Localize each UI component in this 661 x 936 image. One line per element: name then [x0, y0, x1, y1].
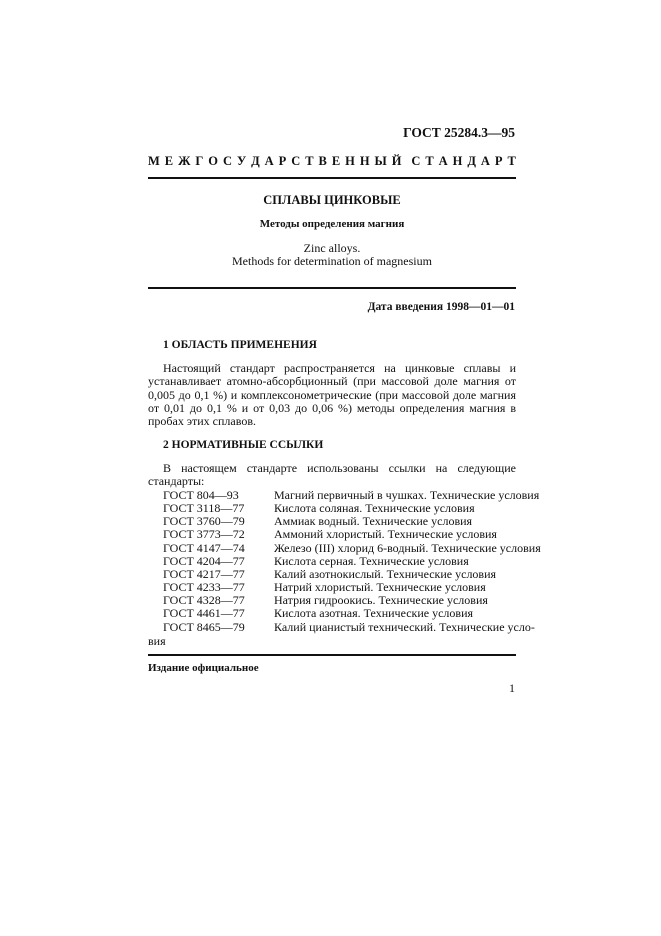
english-title-line: Zinc alloys.	[303, 241, 361, 255]
reference-item	[163, 607, 516, 620]
reference-title: Калий азотнокислый. Технические условия	[274, 566, 497, 581]
reference-code: ГОСТ 4233—77	[163, 580, 245, 595]
heading-letter: О	[208, 154, 219, 168]
standard-title: СПЛАВЫ ЦИНКОВЫЕ	[263, 193, 401, 207]
section-heading-scope: 1 ОБЛАСТЬ ПРИМЕНЕНИЯ	[163, 339, 317, 351]
heading-letter: Д	[251, 154, 260, 168]
heading-letter: Т	[305, 154, 314, 168]
reference-title: Натрия гидроокись. Технические условия	[274, 593, 488, 608]
heading-letter: Р	[278, 154, 287, 168]
reference-code: ГОСТ 4328—77	[163, 593, 245, 608]
reference-code: ГОСТ 4461—77	[163, 606, 245, 621]
heading-letter: Е	[164, 154, 174, 168]
reference-title: Кислота соляная. Технические условия	[274, 501, 475, 516]
scope-paragraph: Настоящий стандарт распространяется на цинковые сплавы и устанавливает атомно-абсорбционный (при массовой доле магния от 0,005 до 0,1 %) и комплексонометрические (при массовой доле магния от 0,01 до 0,1 % и от 0,03 до 0,06 %) методы определения магния в пробах этих сплавов.	[148, 361, 516, 429]
heading-letter: Т	[425, 154, 434, 168]
reference-title: Натрий хлористый. Технические условия	[274, 580, 486, 595]
reference-code: ГОСТ 3760—79	[163, 514, 245, 529]
introduction-date: Дата введения 1998—01—01	[367, 301, 515, 313]
header-divider	[148, 177, 516, 179]
heading-letter: С	[222, 154, 233, 168]
heading-letter: У	[236, 154, 247, 168]
reference-title: Магний первичный в чушках. Технические условия	[274, 488, 540, 502]
heading-letter: В	[318, 154, 327, 168]
section-heading-references: 2 НОРМАТИВНЫЕ ССЫЛКИ	[163, 439, 324, 451]
heading-letter: А	[480, 154, 490, 168]
heading-letter: М	[148, 154, 160, 168]
references-intro: В настоящем стандарте использованы ссылки на следующие стандарты:	[148, 461, 516, 489]
reference-title-continuation: вия	[148, 634, 166, 648]
heading-letter: Р	[494, 154, 503, 168]
heading-letter: Н	[345, 154, 355, 168]
reference-item	[163, 528, 516, 541]
heading-letter: Д	[467, 154, 476, 168]
reference-code: ГОСТ 4147—74	[163, 540, 245, 555]
heading-letter: Г	[195, 154, 204, 168]
official-edition-label: Издание официальное	[148, 662, 259, 674]
heading-letter: Т	[507, 154, 516, 168]
heading-letter: Н	[359, 154, 370, 168]
heading-letter: А	[438, 154, 448, 168]
english-title-line: Methods for determination of magnesium	[232, 254, 432, 268]
english-title	[148, 242, 516, 268]
heading-letter: Ы	[374, 154, 387, 168]
page-number: 1	[509, 681, 515, 695]
heading-letter: Й	[391, 154, 402, 168]
reference-title: Кислота серная. Технические условия	[274, 553, 469, 568]
reference-title: Аммоний хлористый. Технические условия	[274, 527, 497, 542]
heading-letter: Н	[452, 154, 463, 168]
reference-code: ГОСТ 3118—77	[163, 501, 245, 516]
reference-code: ГОСТ 4204—77	[163, 553, 245, 568]
reference-item	[163, 540, 541, 555]
references-list	[163, 488, 541, 634]
reference-item	[163, 555, 516, 568]
interstate-standard-heading	[148, 154, 516, 169]
footer-divider	[148, 654, 516, 656]
reference-title: Кислота азотная. Технические условия	[274, 606, 474, 621]
title-divider	[148, 287, 516, 289]
reference-title: Железо (III) хлорид 6-водный. Технические условия	[274, 540, 541, 555]
heading-letter: А	[264, 154, 274, 168]
heading-letter: С	[411, 154, 421, 168]
reference-code: ГОСТ 8465—79	[163, 619, 245, 634]
reference-title: Аммиак водный. Технические условия	[274, 514, 473, 529]
heading-letter: Е	[331, 154, 341, 168]
standard-subtitle: Методы определения магния	[259, 218, 405, 230]
heading-letter: Ж	[178, 154, 191, 168]
reference-code: ГОСТ 3773—72	[163, 527, 245, 542]
reference-code: ГОСТ 804—93	[163, 488, 239, 502]
document-number: ГОСТ 25284.3—95	[403, 125, 515, 140]
heading-letter: С	[291, 154, 301, 168]
reference-item	[163, 619, 535, 634]
reference-title: Калий цианистый технический. Технические усло-	[274, 619, 535, 634]
reference-code: ГОСТ 4217—77	[163, 566, 245, 581]
